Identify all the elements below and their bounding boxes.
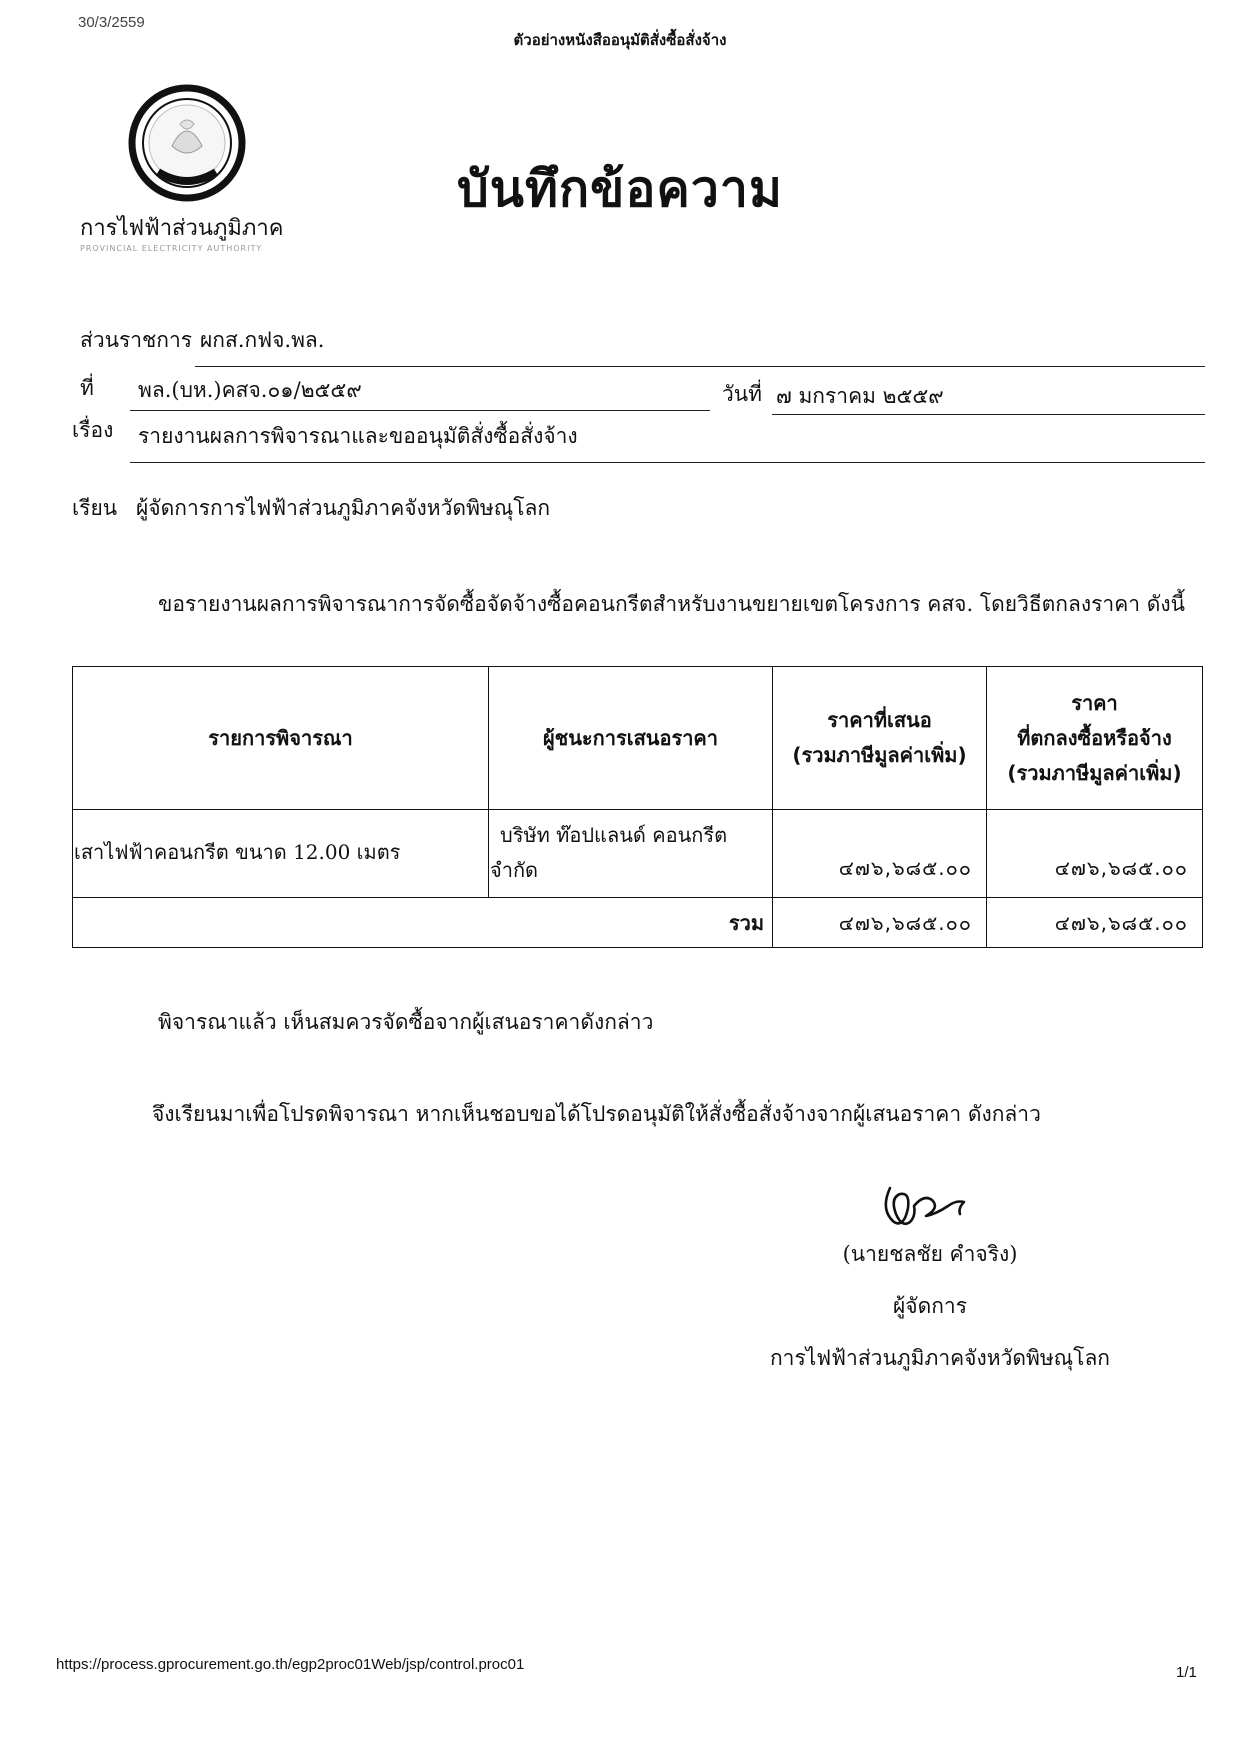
table-header-row <box>73 667 1203 810</box>
dept-label: ส่วนราชการ <box>80 328 193 352</box>
header-agreed-line1: ราคา <box>1071 690 1118 715</box>
subject-value: รายงานผลการพิจารณาและขออนุมัติสั่งซื้อสั่งจ้าง <box>138 424 578 448</box>
request-paragraph: จึงเรียนมาเพื่อโปรดพิจารณา หากเห็นชอบขอได้โปรดอนุมัติให้สั่งซื้อสั่งจ้างจากผู้เสนอราคา ดังกล่าว <box>152 1102 1041 1126</box>
header-agreed <box>987 667 1203 810</box>
date-value: ๗ มกราคม ๒๕๕๙ <box>776 384 944 408</box>
date-label: วันที่ <box>722 382 762 406</box>
table-total-row <box>73 898 1203 948</box>
header-agreed-line3: (รวมภาษีมูลค่าเพิ่ม) <box>1007 760 1182 785</box>
ref-value: พล.(บห.)คสจ.๐๑/๒๕๕๙ <box>138 378 362 402</box>
row-winner <box>489 810 773 898</box>
signatory-organization: การไฟฟ้าส่วนภูมิภาคจังหวัดพิษณุโลก <box>769 1346 1111 1370</box>
signatory-position: ผู้จัดการ <box>892 1294 968 1318</box>
consideration-paragraph: พิจารณาแล้ว เห็นสมควรจัดซื้อจากผู้เสนอราคาดังกล่าว <box>158 1010 654 1034</box>
header-winner <box>489 667 773 810</box>
ref-underline <box>130 410 710 411</box>
row-item-text: เสาไฟฟ้าคอนกรีต ขนาด 12.00 เมตร <box>74 840 401 864</box>
page-number: 1/1 <box>1176 1664 1197 1681</box>
procurement-table <box>72 666 1203 948</box>
organization-subtitle: PROVINCIAL ELECTRICITY AUTHORITY <box>80 244 263 253</box>
subject-underline <box>130 462 1205 463</box>
dept-value: ผกส.กฟจ.พล. <box>200 328 325 352</box>
to-value: ผู้จัดการการไฟฟ้าส่วนภูมิภาคจังหวัดพิษณุโลก <box>136 496 551 520</box>
footer-url: https://process.gprocurement.go.th/egp2proc01Web/jsp/control.proc01 <box>56 1656 525 1673</box>
to-label: เรียน <box>72 496 118 520</box>
subject-label: เรื่อง <box>72 418 114 442</box>
row-winner-line2: จำกัด <box>490 858 539 882</box>
intro-paragraph: ขอรายงานผลการพิจารณาการจัดซื้อจัดจ้างซื้อคอนกรีตสำหรับงานขยายเขตโครงการ คสจ. โดยวิธีตกลงราคา ดังนี้ <box>158 592 1185 616</box>
total-agreed-price: ๔๗๖,๖๘๕.๐๐ <box>987 898 1203 948</box>
organization-name: การไฟฟ้าส่วนภูมิภาค <box>80 216 284 241</box>
header-offer-line2: (รวมภาษีมูลค่าเพิ่ม) <box>792 743 967 767</box>
header-item <box>73 667 489 810</box>
row-item <box>73 810 489 898</box>
table-row <box>73 810 1203 898</box>
document-caption: ตัวอย่างหนังสืออนุมัติสั่งซื้อสั่งจ้าง <box>513 31 727 49</box>
row-winner-line1: บริษัท ท๊อปแลนด์ คอนกรีต <box>500 823 728 847</box>
top-date: 30/3/2559 <box>78 14 145 31</box>
header-offer <box>773 667 987 810</box>
header-offer-line1: ราคาที่เสนอ <box>827 708 932 732</box>
ref-label: ที่ <box>80 376 94 400</box>
row-offer-price: ๔๗๖,๖๘๕.๐๐ <box>773 810 987 898</box>
date-underline <box>772 414 1205 415</box>
signatory-name: (นายชลชัย คำจริง) <box>842 1242 1018 1266</box>
header-agreed-line2: ที่ตกลงซื้อหรือจ้าง <box>1017 725 1172 750</box>
header-winner-label: ผู้ชนะการเสนอราคา <box>542 725 719 750</box>
handwritten-signature <box>876 1168 986 1236</box>
total-label: รวม <box>73 898 773 948</box>
row-agreed-price: ๔๗๖,๖๘๕.๐๐ <box>987 810 1203 898</box>
header-item-label: รายการพิจารณา <box>208 725 353 750</box>
total-offer-price: ๔๗๖,๖๘๕.๐๐ <box>773 898 987 948</box>
dept-underline <box>195 366 1205 367</box>
document-title: บันทึกข้อความ <box>457 159 783 218</box>
